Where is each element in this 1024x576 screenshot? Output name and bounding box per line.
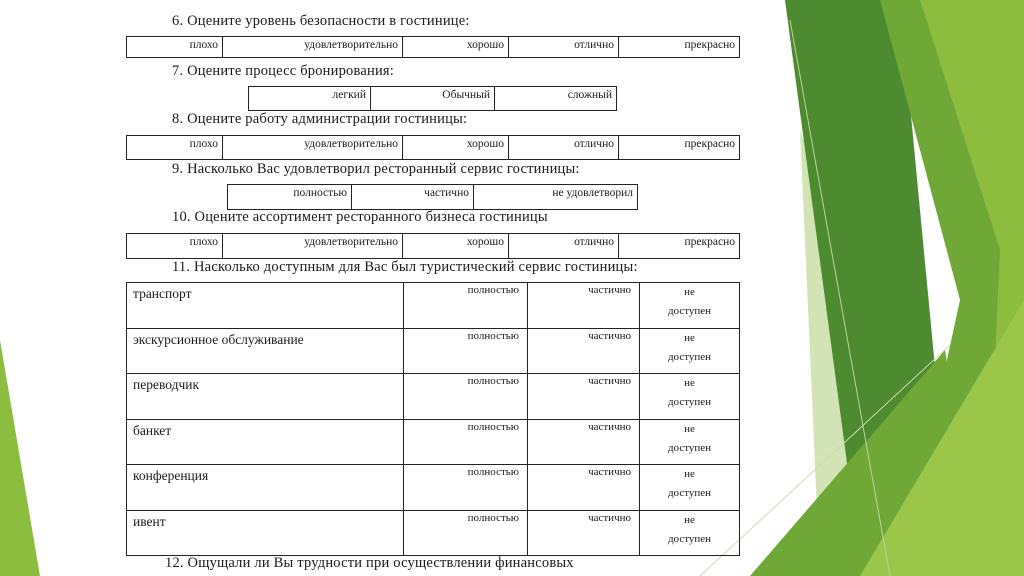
service-name: переводчик: [127, 374, 404, 420]
question-7-options: [248, 86, 617, 111]
option-not-available-line1: не: [684, 468, 695, 480]
option-full: полностью: [404, 510, 528, 556]
option-full: полностью: [404, 419, 528, 465]
option-cell: частично: [352, 185, 474, 210]
option-not-available: [640, 419, 740, 465]
option-not-available-line1: не: [684, 286, 695, 298]
table-row: [127, 374, 740, 420]
question-8-title: 8. Оцените работу администрации гостиницы:: [172, 111, 468, 127]
option-not-available: [640, 510, 740, 556]
option-not-available-line1: не: [684, 377, 695, 389]
option-not-available-line2: доступен: [667, 305, 712, 317]
service-name: банкет: [127, 419, 404, 465]
option-cell: хорошо: [403, 234, 509, 259]
option-cell: отлично: [509, 136, 619, 160]
option-cell: плохо: [127, 136, 223, 160]
service-name: ивент: [127, 510, 404, 556]
option-cell: хорошо: [403, 136, 509, 160]
table-row: [127, 419, 740, 465]
option-partial: частично: [528, 328, 640, 374]
service-name: экскурсионное обслуживание: [127, 328, 404, 374]
option-cell: отлично: [509, 234, 619, 259]
option-cell: легкий: [249, 87, 371, 111]
table-row: [127, 465, 740, 511]
option-full: полностью: [404, 328, 528, 374]
question-6-title: 6. Оцените уровень безопасности в гостинице:: [172, 13, 470, 29]
option-cell: Обычный: [371, 87, 495, 111]
question-10-title: 10. Оцените ассортимент ресторанного бизнеса гостиницы: [172, 209, 548, 225]
option-cell: плохо: [127, 234, 223, 259]
option-cell: прекрасно: [619, 234, 740, 259]
option-not-available: [640, 465, 740, 511]
option-partial: частично: [528, 465, 640, 511]
option-cell: удовлетворительно: [223, 234, 403, 259]
service-name: конференция: [127, 465, 404, 511]
option-cell: удовлетворительно: [223, 37, 403, 58]
option-cell: хорошо: [403, 37, 509, 58]
option-full: полностью: [404, 465, 528, 511]
question-6-options: [126, 36, 740, 58]
question-11-title: 11. Насколько доступным для Вас был туристический сервис гостиницы:: [172, 259, 638, 275]
question-12-title: 12. Ощущали ли Вы трудности при осуществлении финансовых: [165, 555, 574, 571]
option-cell: удовлетворительно: [223, 136, 403, 160]
option-partial: частично: [528, 419, 640, 465]
question-9-options: [227, 184, 638, 210]
option-partial: частично: [528, 374, 640, 420]
option-cell: прекрасно: [619, 136, 740, 160]
option-partial: частично: [528, 283, 640, 329]
option-cell: прекрасно: [619, 37, 740, 58]
option-not-available-line1: не: [684, 513, 695, 526]
table-row: [127, 510, 740, 556]
option-full: полностью: [404, 283, 528, 329]
option-partial: частично: [528, 510, 640, 556]
question-10-options: [126, 233, 740, 259]
option-cell: сложный: [495, 87, 617, 111]
option-not-available-line1: не: [684, 331, 695, 344]
question-7-title: 7. Оцените процесс бронирования:: [172, 63, 395, 79]
option-not-available-line2: доступен: [667, 487, 712, 499]
option-full: полностью: [404, 374, 528, 420]
option-not-available-line2: доступен: [667, 532, 712, 545]
option-cell: отлично: [509, 37, 619, 58]
option-cell: плохо: [127, 37, 223, 58]
option-not-available-line2: доступен: [667, 350, 712, 363]
table-row: [127, 283, 740, 329]
question-8-options: [126, 135, 740, 160]
service-name: транспорт: [127, 283, 404, 329]
option-not-available-line2: доступен: [667, 441, 712, 454]
option-cell: не удовлетворил: [474, 185, 638, 210]
option-not-available-line1: не: [684, 422, 695, 435]
table-row: [127, 328, 740, 374]
option-not-available: [640, 283, 740, 329]
option-not-available: [640, 374, 740, 420]
option-not-available-line2: доступен: [667, 396, 712, 408]
question-9-title: 9. Насколько Вас удовлетворил ресторанный сервис гостиницы:: [172, 161, 580, 177]
option-cell: полностью: [228, 185, 352, 210]
option-not-available: [640, 328, 740, 374]
question-11-service-table: [126, 282, 740, 556]
